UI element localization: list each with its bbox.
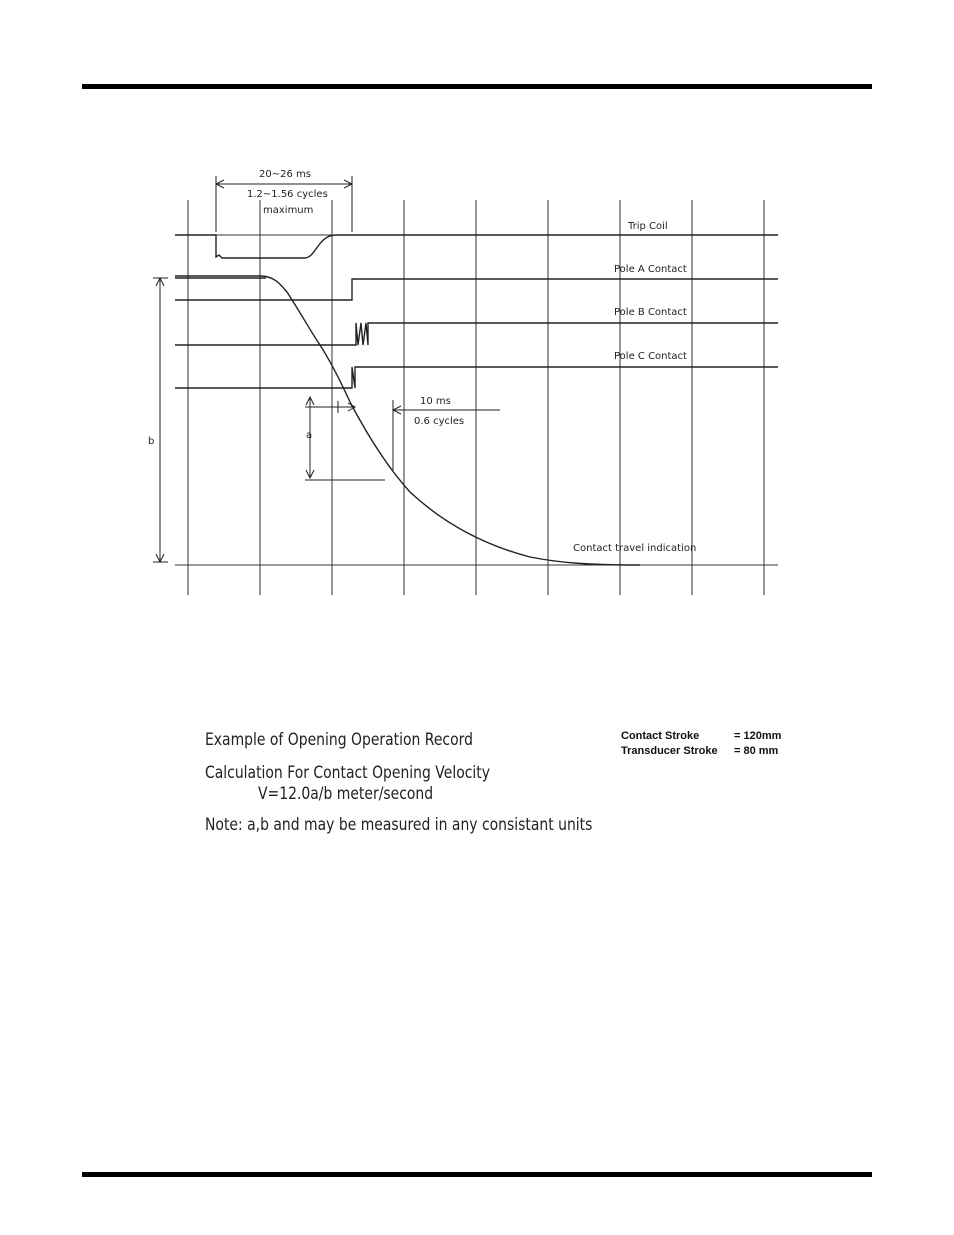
trip-coil-label: Trip Coil	[628, 221, 668, 232]
a-dimension	[305, 397, 385, 480]
a-label: a	[306, 430, 313, 441]
caption-title: Example of Opening Operation Record	[205, 730, 473, 750]
caption-note: Note: a,b and may be measured in any consistant units	[205, 815, 593, 835]
b-dimension	[153, 278, 168, 562]
caption-calculation: Calculation For Contact Opening Velocity	[205, 763, 490, 783]
ten-ms-dimension	[393, 400, 500, 470]
caption-formula: V=12.0a/b meter/second	[258, 784, 434, 804]
pole-c-label: Pole C Contact	[614, 351, 687, 362]
grid-vertical	[188, 200, 764, 595]
contact-travel-curve	[175, 276, 640, 565]
contact-travel-label: Contact travel indication	[573, 543, 697, 554]
bottom-rule	[82, 1172, 872, 1177]
contact-stroke-label: Contact Stroke	[621, 730, 700, 742]
top-dim-cycles-label: 1.2~1.56 cycles	[247, 189, 328, 200]
top-dim-maximum-label: maximum	[263, 205, 314, 216]
transducer-stroke-label: Transducer Stroke	[621, 745, 718, 757]
top-dim-ms-label: 20~26 ms	[259, 169, 311, 180]
contact-stroke-value: = 120mm	[734, 730, 782, 742]
pole-b-label: Pole B Contact	[614, 307, 687, 318]
pole-a-label: Pole A Contact	[614, 264, 687, 275]
transducer-stroke-value: = 80 mm	[734, 745, 779, 757]
b-label: b	[148, 436, 155, 447]
ten-ms-label: 10 ms	[420, 396, 451, 407]
point-six-cycles-label: 0.6 cycles	[414, 416, 465, 427]
